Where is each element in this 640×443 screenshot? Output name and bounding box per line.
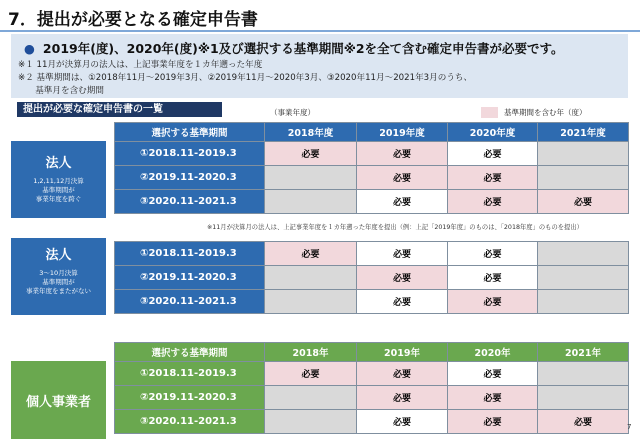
required-cell: 必要 xyxy=(538,410,629,434)
required-cell: 必要 xyxy=(448,166,538,190)
table-corporate-noncrossing xyxy=(114,241,629,314)
list-label: 提出が必要な確定申告書の一覧 xyxy=(17,102,222,117)
required-cell: 必要 xyxy=(448,410,538,434)
header-year: 2019年 xyxy=(357,343,448,362)
period-cell: ①2018.11-2019.3 xyxy=(115,142,265,166)
side-desc: 1,2,11,12月決算 基準期間が 事業年度を跨ぐ xyxy=(33,177,84,203)
side-label-corporate-crossing xyxy=(11,141,106,218)
table-header xyxy=(115,343,629,362)
period-cell: ②2019.11-2020.3 xyxy=(115,386,265,410)
header-year: 2020年度 xyxy=(448,123,538,142)
empty-cell xyxy=(538,290,629,314)
required-cell: 必要 xyxy=(357,142,448,166)
side-title: 法人 xyxy=(45,156,72,171)
required-cell: 必要 xyxy=(357,266,448,290)
headline-text: 2019年(度)、2020年(度)※1及び選択する基準期間※2を全て含む確定申告書が必要です。 xyxy=(42,41,564,56)
period-cell: ③2020.11-2021.3 xyxy=(115,410,265,434)
table-row xyxy=(115,266,629,290)
table-row xyxy=(115,142,629,166)
required-cell: 必要 xyxy=(538,190,629,214)
table-row xyxy=(115,386,629,410)
required-cell: 必要 xyxy=(448,290,538,314)
legend-swatch xyxy=(481,107,498,118)
table-row xyxy=(115,362,629,386)
required-cell: 必要 xyxy=(448,190,538,214)
legend-fiscal-year: （事業年度） xyxy=(270,108,315,117)
header-year: 2021年 xyxy=(538,343,629,362)
table-sole-proprietor xyxy=(114,342,632,434)
empty-cell xyxy=(538,142,629,166)
required-cell: 必要 xyxy=(357,290,448,314)
table-row xyxy=(115,290,629,314)
side-label-sole-proprietor xyxy=(11,361,106,439)
required-cell: 必要 xyxy=(357,362,448,386)
empty-cell xyxy=(538,362,629,386)
table-row xyxy=(115,166,629,190)
required-cell: 必要 xyxy=(357,242,448,266)
legend-label: 基準期間を含む年（度） xyxy=(504,108,587,117)
table-row xyxy=(115,410,629,434)
required-cell: 必要 xyxy=(448,386,538,410)
side-title: 個人事業者 xyxy=(25,395,91,410)
header-year: 2020年 xyxy=(448,343,538,362)
header-year: 2018年 xyxy=(265,343,357,362)
empty-cell xyxy=(265,290,357,314)
required-cell: 必要 xyxy=(448,362,538,386)
footnote: ※11月が決算月の法人は、上記事業年度を１カ年遡った年度を提出（例：上記「2019年度」のものは、「2018年度」のものを提出） xyxy=(207,224,583,231)
title-divider xyxy=(0,30,640,32)
side-desc: 3～10月決算 基準期間が 事業年度をまたがない xyxy=(26,269,91,295)
header-year: 2019年度 xyxy=(357,123,448,142)
empty-cell xyxy=(265,386,357,410)
required-cell: 必要 xyxy=(265,242,357,266)
required-cell: 必要 xyxy=(357,386,448,410)
empty-cell xyxy=(265,166,357,190)
required-cell: 必要 xyxy=(357,166,448,190)
empty-cell xyxy=(538,166,629,190)
empty-cell xyxy=(538,242,629,266)
note-2: ※２ 基準期間は、①2018年11月～2019年3月、②2019年11月～2020年3月、③2020年11月～2021年3月のうち、 xyxy=(18,73,473,83)
required-cell: 必要 xyxy=(357,410,448,434)
page-number: 7 xyxy=(627,423,632,431)
period-cell: ②2019.11-2020.3 xyxy=(115,266,265,290)
table-corporate-crossing xyxy=(114,122,629,214)
header-year: 2018年度 xyxy=(265,123,357,142)
empty-cell xyxy=(265,410,357,434)
bullet-icon: ● xyxy=(24,41,35,56)
required-cell: 必要 xyxy=(448,242,538,266)
note-3: 基準月を含む期間 xyxy=(18,86,104,96)
table-header xyxy=(115,123,629,142)
empty-cell xyxy=(265,190,357,214)
period-cell: ③2020.11-2021.3 xyxy=(115,190,265,214)
note-1: ※１ 11月が決算月の法人は、上記事業年度を１カ年遡った年度 xyxy=(18,60,263,70)
headline xyxy=(24,39,564,57)
required-cell: 必要 xyxy=(357,190,448,214)
period-cell: ①2018.11-2019.3 xyxy=(115,242,265,266)
page-title: 7．提出が必要となる確定申告書 xyxy=(8,10,258,30)
table-row xyxy=(115,190,629,214)
required-cell: 必要 xyxy=(448,266,538,290)
period-cell: ①2018.11-2019.3 xyxy=(115,362,265,386)
table-row xyxy=(115,242,629,266)
required-cell: 必要 xyxy=(448,142,538,166)
empty-cell xyxy=(538,386,629,410)
header-year: 2021年度 xyxy=(538,123,629,142)
required-cell: 必要 xyxy=(265,362,357,386)
header-period: 選択する基準期間 xyxy=(115,123,265,142)
side-title: 法人 xyxy=(45,248,72,263)
side-label-corporate-noncrossing xyxy=(11,238,106,315)
empty-cell xyxy=(538,266,629,290)
period-cell: ②2019.11-2020.3 xyxy=(115,166,265,190)
period-cell: ③2020.11-2021.3 xyxy=(115,290,265,314)
required-cell: 必要 xyxy=(265,142,357,166)
header-period: 選択する基準期間 xyxy=(115,343,265,362)
empty-cell xyxy=(265,266,357,290)
